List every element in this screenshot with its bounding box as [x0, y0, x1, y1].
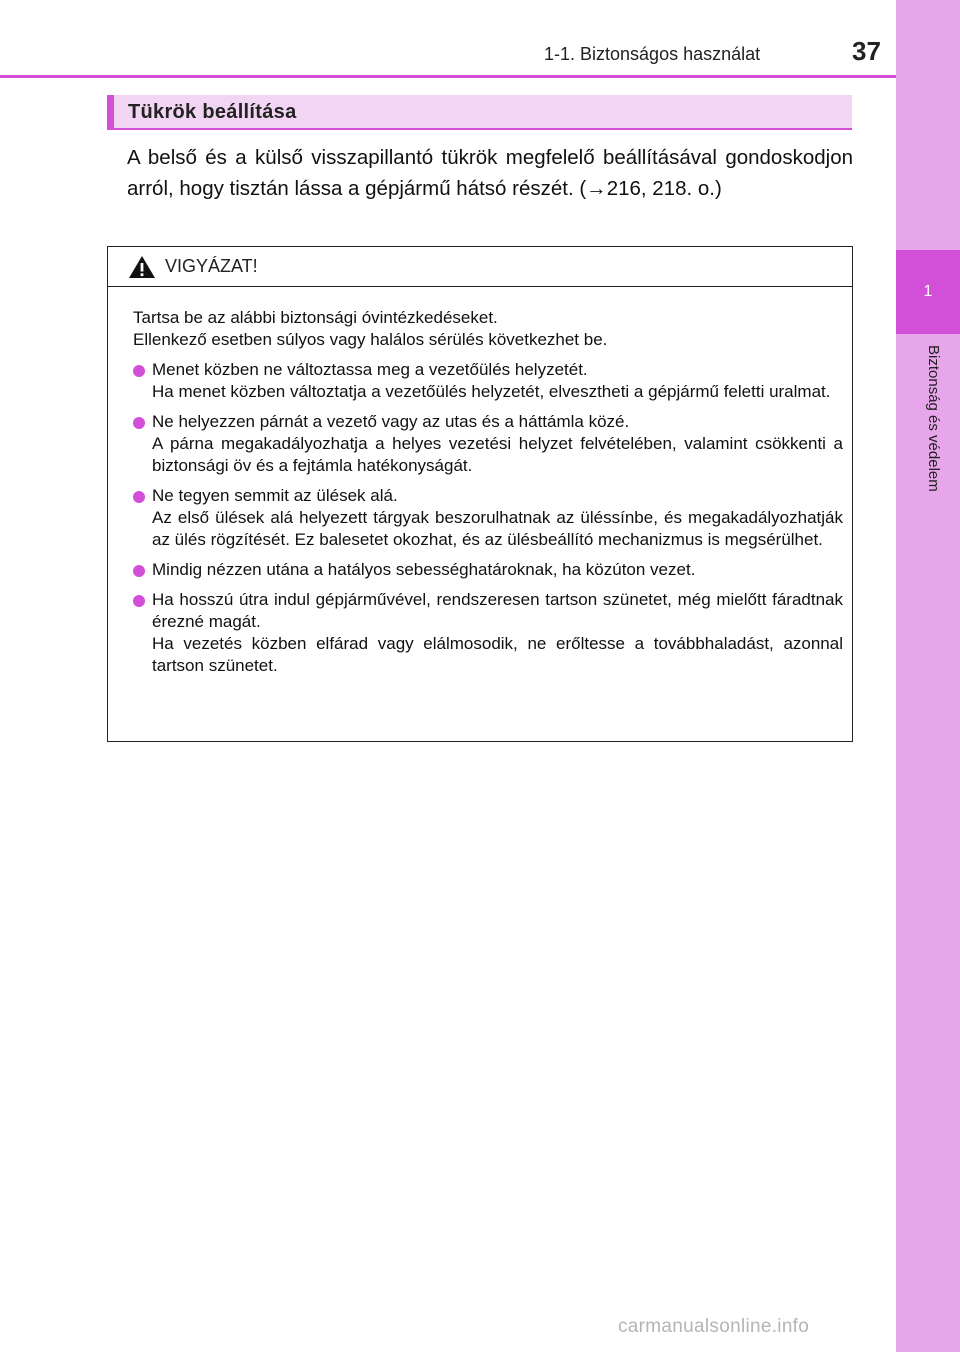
warning-triangle-icon — [128, 255, 156, 279]
caution-body — [133, 307, 843, 677]
header-section-title: 1-1. Biztonságos használat — [544, 44, 761, 64]
caution-list-item — [133, 559, 843, 581]
bullet-dot-icon — [133, 565, 145, 577]
header-rule — [0, 75, 896, 78]
caution-header — [108, 247, 852, 287]
caution-item-line: Ha hosszú útra indul gépjárművével, rendszeresen tartson szünetet, még mielőtt fáradtnak érezné magát. — [152, 590, 843, 631]
watermark-text: carmanualsonline.info — [618, 1316, 810, 1337]
section-heading — [107, 95, 852, 130]
caution-item-line: Ha vezetés közben elfárad vagy elálmosodik, ne erőltesse a továbbhaladást, azonnal tartson szünetet. — [152, 634, 843, 675]
section-heading-text: Tükrök beállítása — [128, 101, 297, 123]
caution-list-item — [133, 589, 843, 677]
bullet-dot-icon — [133, 365, 145, 377]
caution-list-item — [133, 485, 843, 551]
caution-item-line: Az első ülések alá helyezett tárgyak beszorulhatnak az üléssínbe, és megakadályozhatják az ülés rögzítését. Ez balesetet okozhat, és az ülésbeállító mechanizmus is megsérülhet. — [152, 508, 843, 549]
bullet-dot-icon — [133, 595, 145, 607]
chapter-number-tab: 1 — [896, 250, 960, 334]
caution-item-line: Menet közben ne változtassa meg a vezetőülés helyzetét. — [152, 360, 588, 379]
caution-intro-line: Tartsa be az alábbi biztonsági óvintézkedéseket. — [133, 308, 498, 327]
page-number: 37 — [852, 36, 881, 66]
section-intro-text: A belső és a külső visszapillantó tükrök megfelelő beállításával gondoskodjon arról, hogy tisztán lássa a gépjármű hátsó részét. (→216, 218. o.) — [127, 146, 853, 200]
caution-title: VIGYÁZAT! — [165, 256, 258, 276]
caution-list-item — [133, 411, 843, 477]
caution-item-line: Ne tegyen semmit az ülések alá. — [152, 486, 398, 505]
bullet-dot-icon — [133, 491, 145, 503]
caution-item-line: A párna megakadályozhatja a helyes vezetési helyzet felvételében, valamint csökkenti a biztonsági öv és a fejtámla hatékonyságát. — [152, 434, 843, 475]
caution-item-line: Ne helyezzen párnát a vezető vagy az utas és a háttámla közé. — [152, 412, 630, 431]
caution-item-line: Ha menet közben változtatja a vezetőülés helyzetét, elvesztheti a gépjármű feletti uralmat. — [152, 382, 831, 401]
caution-box — [107, 246, 853, 742]
caution-intro-line: Ellenkező esetben súlyos vagy halálos sérülés következhet be. — [133, 330, 608, 349]
bullet-dot-icon — [133, 417, 145, 429]
caution-list-item — [133, 359, 843, 403]
chapter-side-tab — [896, 0, 960, 1352]
chapter-label: Biztonság és védelem — [925, 345, 942, 492]
caution-item-line: Mindig nézzen utána a hatályos sebességhatároknak, ha közúton vezet. — [152, 560, 696, 579]
